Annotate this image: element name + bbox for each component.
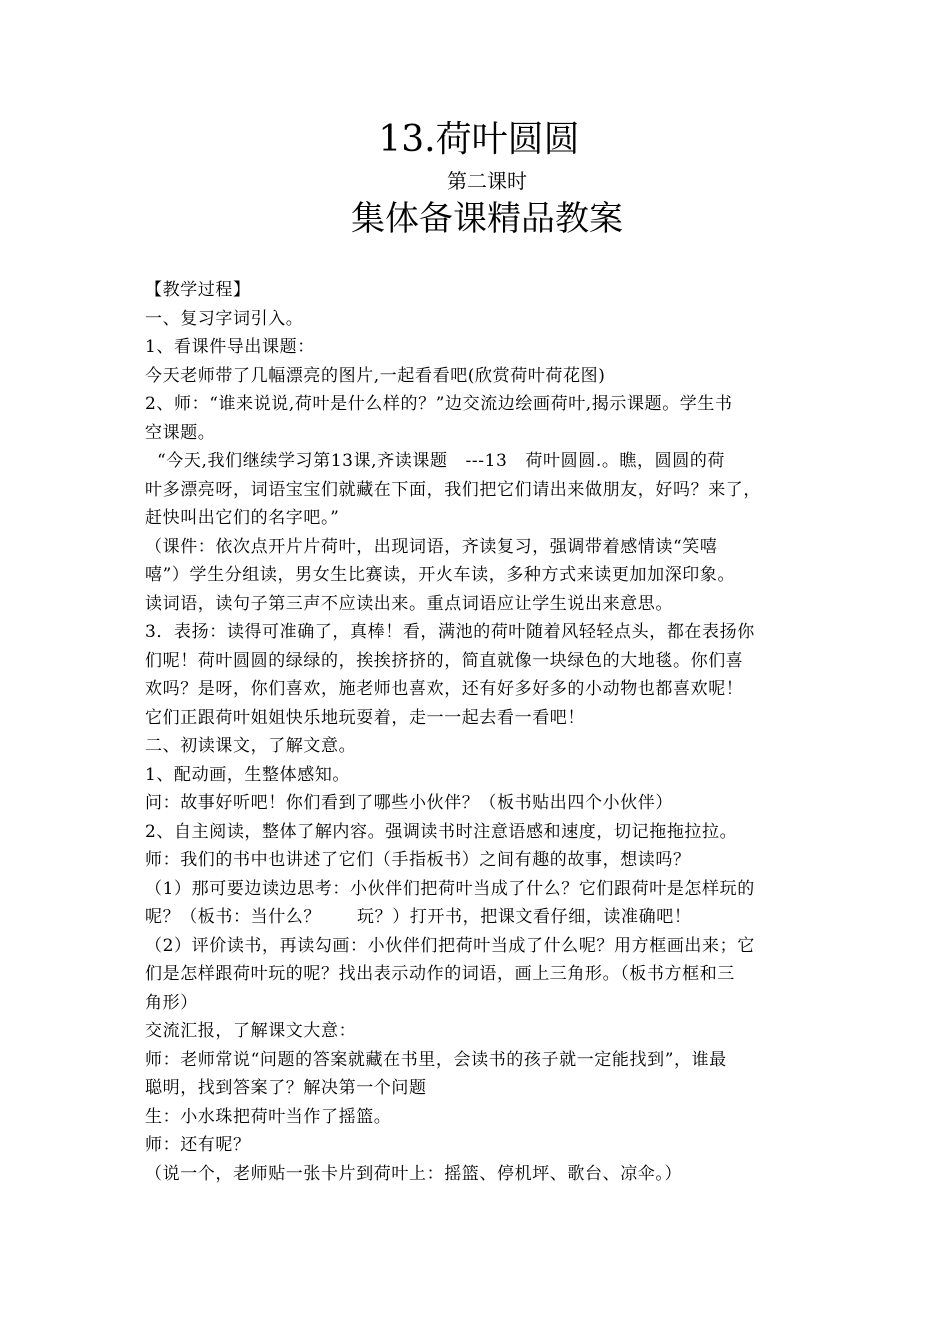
text-line: 二、初读课文，了解文意。	[145, 736, 357, 756]
text-line: 生：小水珠把荷叶当作了摇篮。	[145, 1106, 392, 1127]
text-line: （说一个，老师贴一张卡片到荷叶上：摇篮、停机坪、歌台、凉伞。）	[145, 1163, 683, 1184]
document-body	[145, 276, 825, 1188]
text-line: （课件：依次点开片片荷叶，出现词语，齐读复习，强调带着感情读“笑嘻	[145, 536, 718, 557]
text-line: 赶快叫出它们的名字吧。”	[145, 508, 340, 528]
text-line: 聪明，找到答案了？解决第一个问题	[145, 1078, 427, 1098]
section-label: 【教学过程】	[145, 280, 251, 300]
text-line: （2）评价读书，再读勾画：小伙伴们把荷叶当成了什么呢？用方框画出来；它	[145, 935, 755, 956]
text-line: 师：我们的书中也讲述了它们（手指板书）之间有趣的故事，想读吗？	[145, 850, 691, 870]
lesson-title: 13.荷叶圆圆	[378, 119, 580, 160]
text-line: 师：老师常说“问题的答案就藏在书里，会读书的孩子就一定能找到”，谁最	[145, 1049, 727, 1070]
text-line: 3．表扬：读得可准确了，真棒！看，满池的荷叶随着风轻轻点头，都在表扬你	[145, 622, 755, 642]
text-line: 2、自主阅读，整体了解内容。强调读书时注意语感和速度，切记拖拖拉拉。	[145, 821, 738, 842]
document-heading: 集体备课精品教案	[351, 199, 623, 239]
text-line: 今天老师带了几幅漂亮的图片,一起看看吧(欣赏荷叶荷花图)	[145, 365, 606, 386]
text-line: 它们正跟荷叶姐姐快乐地玩耍着，走一一起去看一看吧！	[145, 707, 585, 728]
text-line: 嘻”）学生分组读，男女生比赛读，开火车读，多种方式来读更加加深印象。	[145, 565, 736, 585]
lesson-subtitle: 第二课时	[447, 169, 527, 193]
text-line: （1）那可要边读边思考：小伙伴们把荷叶当成了什么？它们跟荷叶是怎样玩的	[145, 878, 755, 899]
text-line: 2、师：“谁来说说,荷叶是什么样的？”边交流边绘画荷叶,揭示课题。学生书	[145, 394, 733, 414]
text-line: 1、配动画，生整体感知。	[145, 764, 351, 785]
text-line: 问：故事好听吧！你们看到了哪些小伙伴？（板书贴出四个小伙伴）	[145, 793, 673, 813]
text-line: “今天,我们继续学习第13课,齐读课题 ---13 荷叶圆圆.。瞧，圆圆的荷	[145, 451, 726, 471]
text-line: 欢吗？是呀，你们喜欢，施老师也喜欢，还有好多好多的小动物也都喜欢呢！	[145, 679, 744, 699]
text-line: 交流汇报，了解课文大意：	[145, 1021, 357, 1041]
text-line: 空课题。	[145, 422, 216, 443]
text-line: 师：还有呢？	[145, 1135, 251, 1155]
text-line: 1、看课件导出课题：	[145, 337, 315, 357]
text-line: 们呢！荷叶圆圆的绿绿的，挨挨挤挤的，简直就像一块绿色的大地毯。你们喜	[145, 650, 744, 671]
text-line: 呢？（板书：当什么？ 玩？）打开书，把课文看仔细，读准确吧！	[145, 907, 692, 927]
text-line: 们是怎样跟荷叶玩的呢？找出表示动作的词语，画上三角形。（板书方框和三	[145, 964, 735, 984]
text-line: 叶多漂亮呀，词语宝宝们就藏在下面，我们把它们请出来做朋友，好吗？来了，	[145, 479, 761, 500]
text-line: 读词语，读句子第三声不应读出来。重点词语应让学生说出来意思。	[145, 593, 673, 614]
text-line: 一、复习字词引入。	[145, 308, 304, 329]
text-line: 角形）	[145, 992, 198, 1013]
